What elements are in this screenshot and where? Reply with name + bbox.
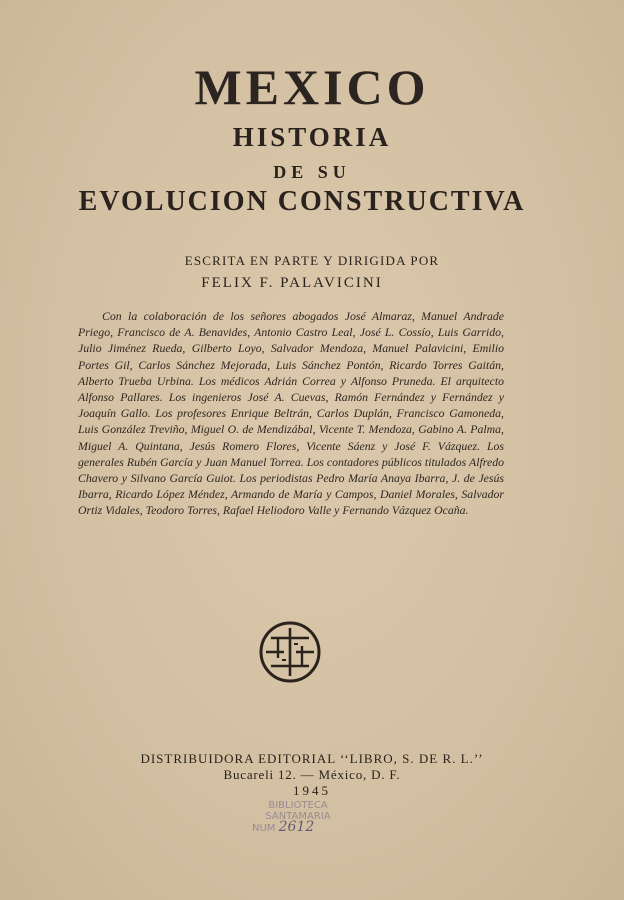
stamp-number-value: 2612 — [278, 819, 315, 835]
collaborators-paragraph: Con la colaboración de los señores abogados José Almaraz, Manuel Andrade Priego, Francisco de A. Benavides, Antonio Castro Leal, José L. Cossío, Luis Garrido, Julio Jiménez Rueda, Gilberto Loyo, Salvador Mendoza, Manuel Palavicini, Emilio Portes Gil, Carlos Sánchez Mejorada, Luis Sánchez Pontón, Ricardo Torres Gaitán, Alberto Trueba Urbina. Los médicos Adrián Correa y Alfonso Pruneda. El arquitecto Alfonso Pallares. Los ingenieros José A. Cuevas, Ramón Fernández y Fernández y Joaquín Gallo. Los profesores Enrique Beltrán, Carlos Duplán, Francisco Gamoneda, Luis González Treviño, Miguel O. de Mendizábal, Vicente T. Mendoza, Gabino A. Palma, Miguel A. Quintana, Jesús Romero Flores, Vicente Sáenz y José F. Vázquez. Los generales Rubén García y Juan Manuel Torrea. Los contadores públicos titulados Alfredo Chavero y Silvano García Guiot. Los periodistas Pedro María Anaya Ibarra, J. de Jesús Ibarra, Ricardo López Méndez, Armando de María y Campos, Daniel Morales, Salvador Ortiz Vidales, Teodoro Torres, Rafael Heliodoro Valle y Fernando Vázquez Ocaña. — [78, 309, 504, 518]
stamp-number-label: NUM — [252, 823, 276, 834]
publisher-address: Bucareli 12. — México, D. F. — [223, 767, 401, 782]
book-subtitle-line-2: DE SU — [273, 162, 351, 182]
book-subtitle-line-1: HISTORIA — [232, 122, 392, 152]
book-title: MEXICO — [194, 59, 430, 115]
publication-year: 1945 — [293, 783, 331, 798]
publisher-emblem-icon — [258, 620, 322, 684]
stamp-number-row — [248, 819, 348, 835]
author-name: FELIX F. PALAVICINI — [201, 275, 383, 291]
stamp-line-1: BIBLIOTECA — [268, 800, 328, 811]
byline: ESCRITA EN PARTE Y DIRIGIDA POR — [184, 253, 440, 268]
book-subtitle-line-3: EVOLUCION CONSTRUCTIVA — [78, 186, 526, 217]
library-stamp — [248, 800, 348, 834]
publisher-name: DISTRIBUIDORA EDITORIAL ‘‘LIBRO, S. DE R. L.’’ — [140, 751, 484, 766]
stamp-line-2: SANTAMARIA — [265, 811, 331, 822]
